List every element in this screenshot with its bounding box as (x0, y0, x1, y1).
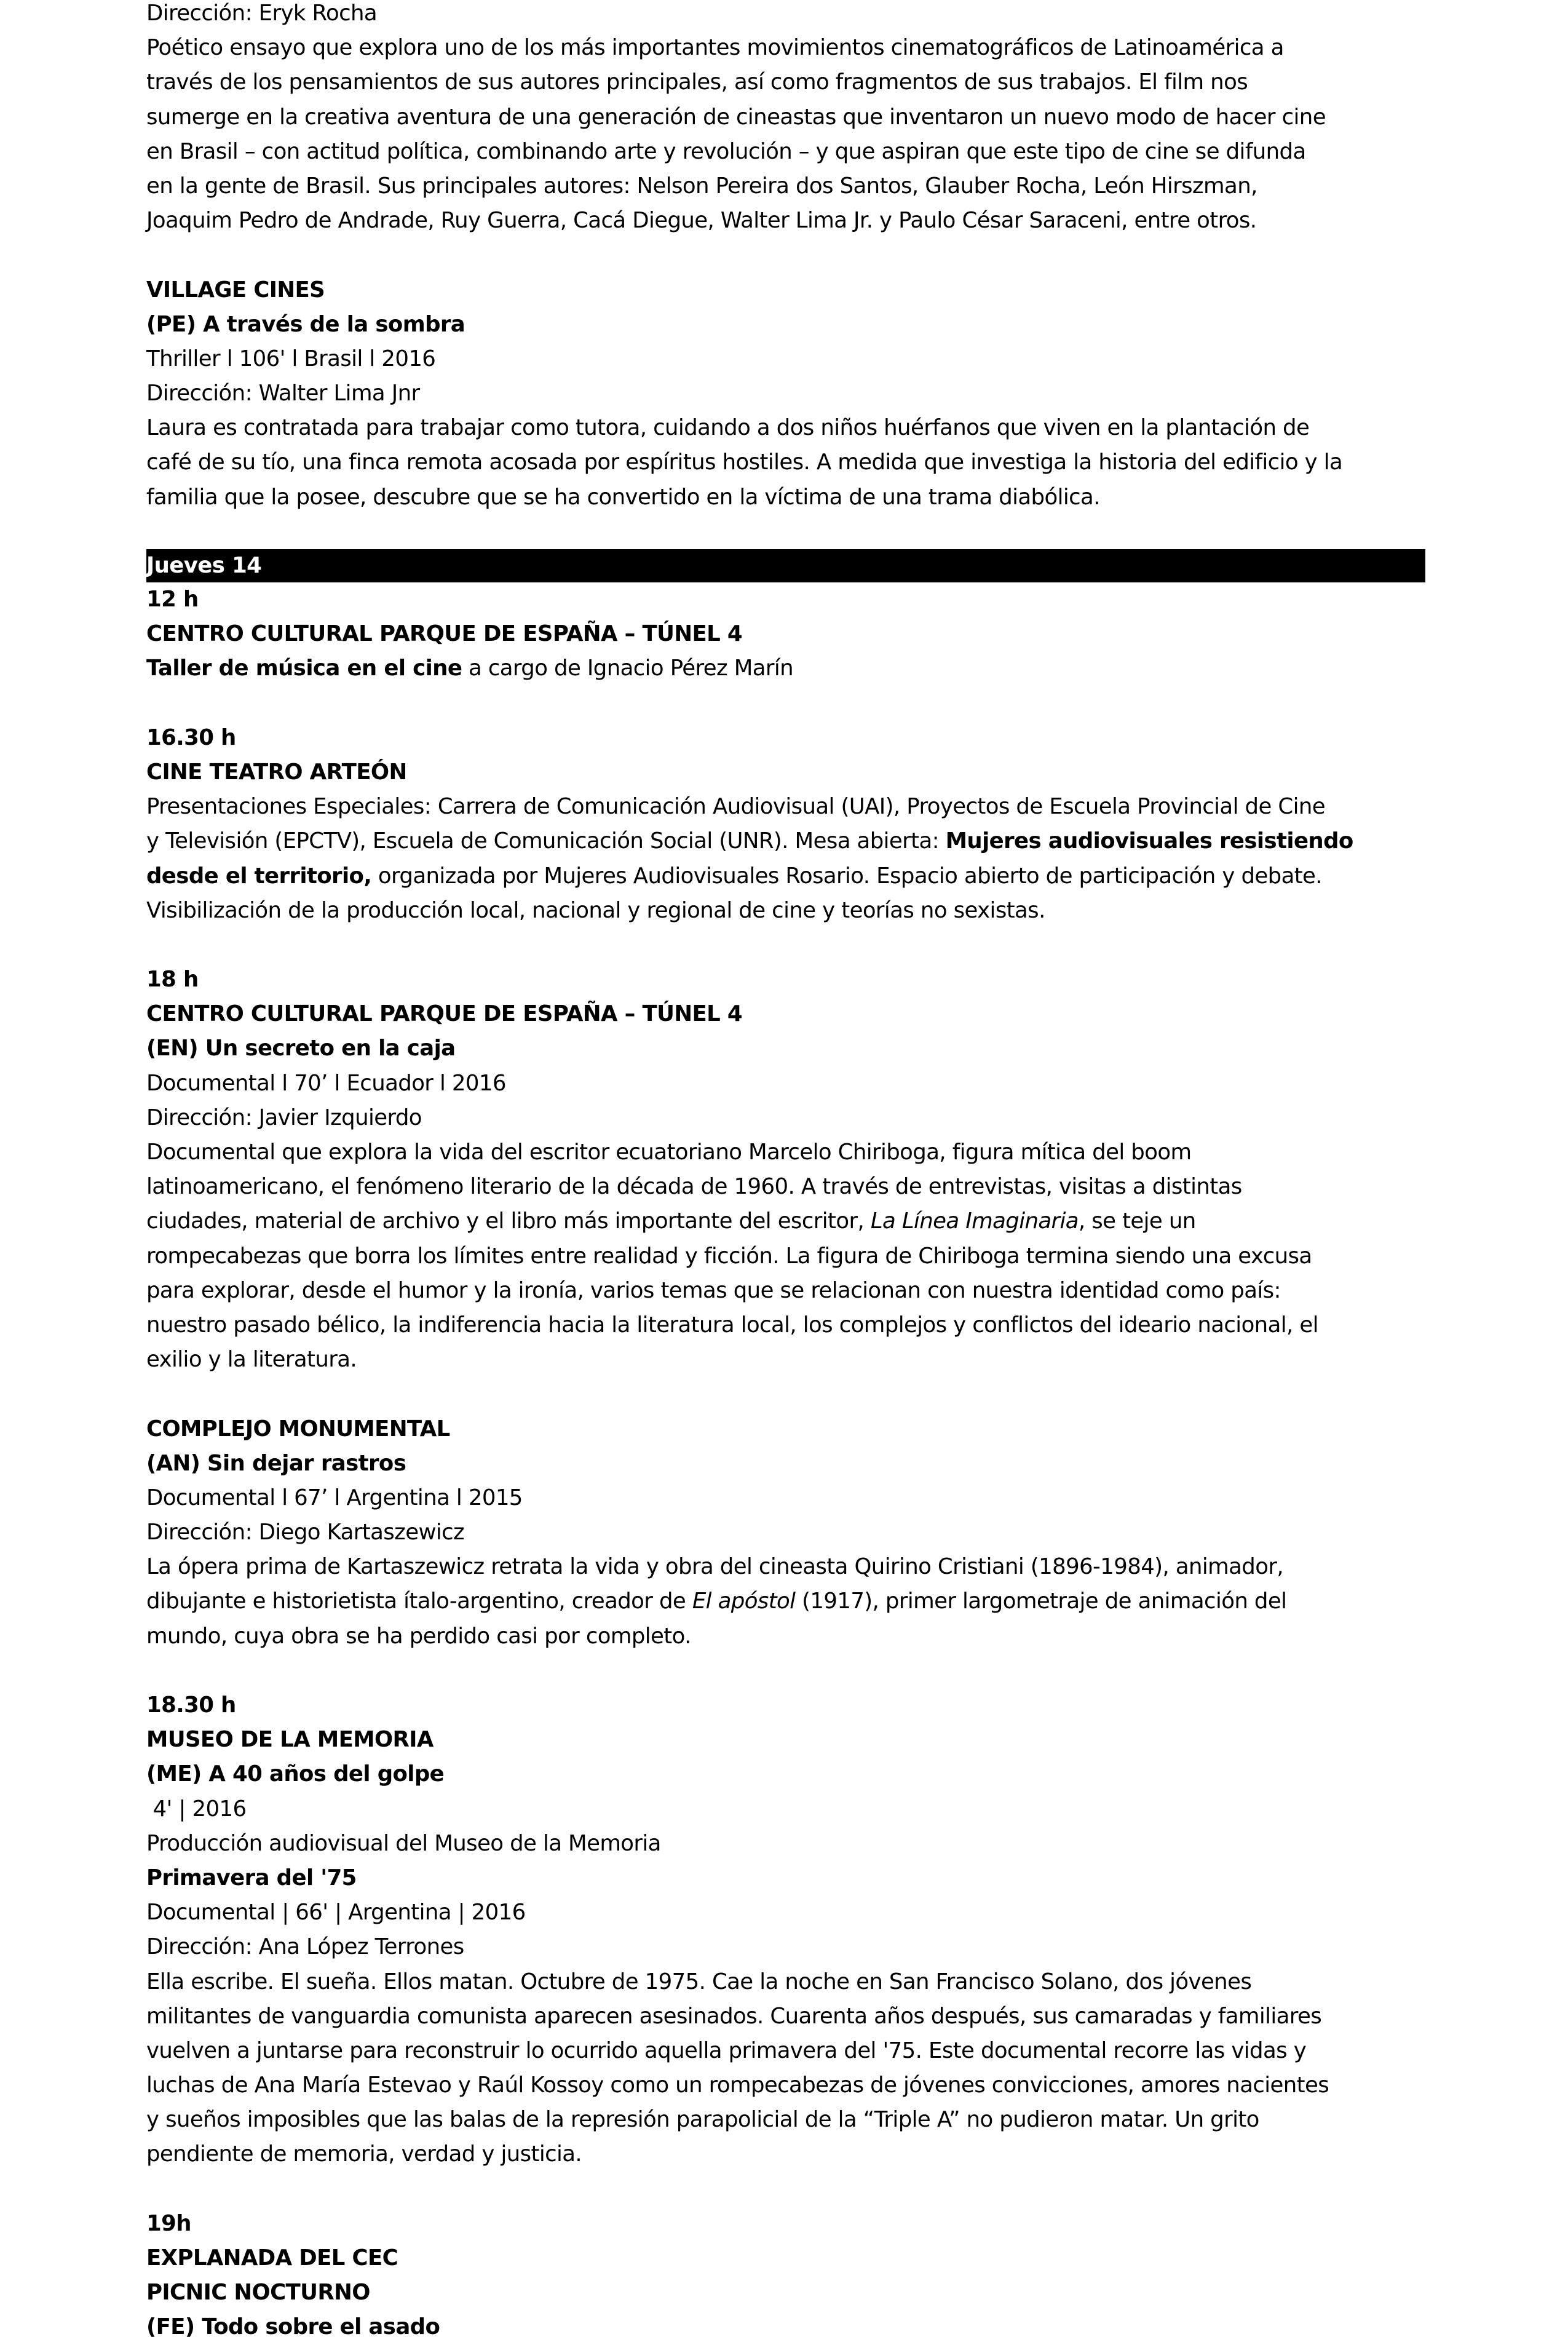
program-page (146, 0, 1425, 2345)
film-production: Producción audiovisual del Museo de la Memoria (146, 1830, 661, 1856)
session-time: 18 h (146, 967, 199, 993)
film-meta: Thriller l 106' l Brasil l 2016 (146, 346, 436, 371)
event-title (146, 651, 1425, 686)
film-reference-title: El apóstol (692, 1589, 796, 1614)
film-description-line (146, 1584, 1425, 1619)
film-description-line: rompecabezas que borra los límites entre realidad y ficción. La figura de Chiriboga termina siendo una excusa (146, 1243, 1312, 1269)
description-text: (1917), primer largometraje de animación del (795, 1589, 1287, 1614)
film-meta: Documental l 70’ l Ecuador l 2016 (146, 1070, 506, 1096)
venue-name: MUSEO DE LA MEMORIA (146, 1727, 434, 1753)
film-description-line: para explorar, desde el humor y la ironía, varios temas que se relacionan con nuestra identidad como país: (146, 1277, 1281, 1303)
film-title: (EN) Un secreto en la caja (146, 1036, 456, 1061)
spacer (146, 1654, 1425, 1688)
description-text: organizada por Mujeres Audiovisuales Rosario. Espacio abierto de participación y debate. (371, 863, 1322, 889)
film-description-line: sumerge en la creativa aventura de una generación de cineastas que inventaron un nuevo modo de hacer cine (146, 104, 1326, 130)
film-director: Dirección: Javier Izquierdo (146, 1105, 422, 1130)
description-text: ciudades, material de archivo y el libro más importante del escritor, (146, 1208, 871, 1234)
film-description-line (146, 1204, 1425, 1239)
session-time: 12 h (146, 587, 199, 612)
film-description-line: través de los pensamientos de sus autores principales, así como fragmentos de sus trabajos. El film nos (146, 69, 1248, 95)
venue-name: CENTRO CULTURAL PARQUE DE ESPAÑA – TÚNEL 4 (146, 1001, 743, 1027)
film-description-line: café de su tío, una finca remota acosada por espíritus hostiles. A medida que investiga la historia del edificio y la (146, 450, 1343, 475)
event-description-line (146, 859, 1425, 894)
film-description-line: Ella escribe. El sueña. Ellos matan. Octubre de 1975. Cae la noche en San Francisco Solano, dos jóvenes (146, 1969, 1252, 1994)
film-description-line: militantes de vanguardia comunista aparecen asesinados. Cuarenta años después, sus camaradas y familiares (146, 2003, 1322, 2029)
film-description-line: Documental que explora la vida del escritor ecuatoriano Marcelo Chiriboga, figura mítica del boom (146, 1140, 1192, 1165)
spacer (146, 2172, 1425, 2207)
venue-name: VILLAGE CINES (146, 277, 325, 303)
film-director: Dirección: Diego Kartaszewicz (146, 1520, 465, 1545)
film-description-line: familia que la posee, descubre que se ha convertido en la víctima de una trama diabólica. (146, 484, 1100, 510)
film-director: Dirección: Ana López Terrones (146, 1934, 464, 1960)
film-description-line: y sueños imposibles que las balas de la represión parapolicial de la “Triple A” no pudieron matar. Un grito (146, 2107, 1259, 2133)
description-bold: desde el territorio, (146, 863, 372, 889)
film-meta: 4' | 2016 (146, 1796, 247, 1822)
event-title-bold: Taller de música en el cine (146, 656, 462, 681)
spacer (146, 1377, 1425, 1411)
film-description-line: en Brasil – con actitud política, combinando arte y revolución – y que aspiran que este tipo de cine se difunda (146, 138, 1306, 164)
event-subtitle: PICNIC NOCTURNO (146, 2280, 370, 2306)
film-description-line: latinoamericano, el fenómeno literario de la década de 1960. A través de entrevistas, visitas a distintas (146, 1174, 1242, 1200)
film-description-line: exilio y la literatura. (146, 1347, 357, 1373)
film-description-line: nuestro pasado bélico, la indiferencia hacia la literatura local, los complejos y conflictos del ideario nacional, el (146, 1312, 1318, 1338)
film-title: (FE) Todo sobre el asado (146, 2314, 440, 2340)
film-description-line: Laura es contratada para trabajar como tutora, cuidando a dos niños huérfanos que viven en la plantación de (146, 415, 1310, 441)
film-director: Dirección: Eryk Rocha (146, 1, 378, 26)
film-meta: Documental | 66' | Argentina | 2016 (146, 1900, 526, 1926)
event-description-line: Visibilización de la producción local, nacional y regional de cine y teorías no sexistas. (146, 897, 1045, 923)
film-description-line: pendiente de memoria, verdad y justicia. (146, 2141, 582, 2167)
film-description-line: luchas de Ana María Estevao y Raúl Kossoy como un rompecabezas de jóvenes convicciones, amores nacientes (146, 2073, 1329, 2098)
event-title-rest: a cargo de Ignacio Pérez Marín (462, 656, 794, 681)
film-description-line: vuelven a juntarse para reconstruir lo ocurrido aquella primavera del '75. Este documental recorre las vidas y (146, 2037, 1307, 2063)
description-text: y Televisión (EPCTV), Escuela de Comunicación Social (UNR). Mesa abierta: (146, 828, 946, 854)
book-title: La Línea Imaginaria (870, 1208, 1079, 1234)
description-text: dibujante e historietista ítalo-argentino, creador de (146, 1589, 692, 1614)
day-header: Jueves 14 (146, 549, 1425, 582)
film-description-line: en la gente de Brasil. Sus principales autores: Nelson Pereira dos Santos, Glauber Rocha, León Hirszman, (146, 173, 1257, 199)
venue-name: EXPLANADA DEL CEC (146, 2245, 398, 2271)
film-title: (AN) Sin dejar rastros (146, 1450, 406, 1476)
film-title: Primavera del '75 (146, 1865, 357, 1891)
spacer (146, 238, 1425, 272)
film-description-line: Joaquim Pedro de Andrade, Ruy Guerra, Cacá Diegue, Walter Lima Jr. y Paulo César Saraceni, entre otros. (146, 208, 1257, 234)
venue-name: COMPLEJO MONUMENTAL (146, 1416, 450, 1442)
event-description-line (146, 824, 1425, 859)
session-time: 16.30 h (146, 724, 236, 750)
film-title: (PE) A través de la sombra (146, 311, 465, 337)
film-description-line: mundo, cuya obra se ha perdido casi por completo. (146, 1623, 691, 1649)
spacer (146, 515, 1425, 549)
description-text: , se teje un (1078, 1208, 1196, 1234)
spacer (146, 686, 1425, 721)
spacer (146, 928, 1425, 962)
venue-name: CINE TEATRO ARTEÓN (146, 759, 407, 785)
venue-name: CENTRO CULTURAL PARQUE DE ESPAÑA – TÚNEL 4 (146, 621, 743, 647)
film-title: (ME) A 40 años del golpe (146, 1761, 445, 1787)
film-meta: Documental l 67’ l Argentina l 2015 (146, 1485, 523, 1510)
film-director: Dirección: Walter Lima Jnr (146, 381, 420, 407)
session-time: 19h (146, 2210, 191, 2236)
session-time: 18.30 h (146, 1692, 236, 1718)
description-bold: Mujeres audiovisuales resistiendo (945, 828, 1353, 854)
film-description-line: Poético ensayo que explora uno de los más importantes movimientos cinematográficos de Latinoamérica a (146, 35, 1284, 61)
film-description-line: La ópera prima de Kartaszewicz retrata la vida y obra del cineasta Quirino Cristiani (1896-1984), animador, (146, 1554, 1284, 1580)
event-description-line: Presentaciones Especiales: Carrera de Comunicación Audiovisual (UAI), Proyectos de Escuela Provincial de Cine (146, 794, 1325, 820)
